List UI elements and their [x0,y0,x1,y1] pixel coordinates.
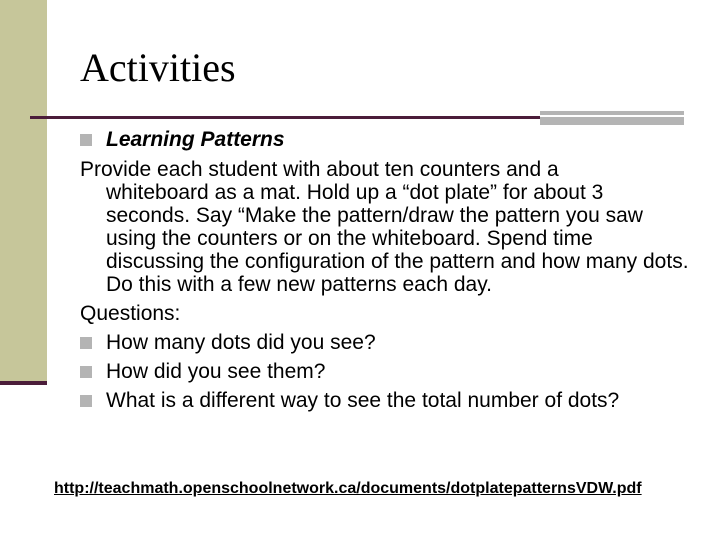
heading-bullet [80,128,690,151]
square-bullet-icon [80,337,92,349]
slide-title: Activities [80,45,236,90]
question-item [80,360,690,383]
slide-body [80,128,690,412]
question-item [80,389,690,412]
question-text: How many dots did you see? [106,331,376,354]
questions-label: Questions: [80,302,181,325]
activity-description [80,158,690,296]
description-continuation: whiteboard as a mat. Hold up a “dot plate” for about 3 seconds. Say “Make the pattern/draw the pattern you saw using the counters or on the whiteboard. Spend time discussing the configuration of the pattern and how many dots. Do this with a few new patterns each day. [106,181,689,296]
title-divider [30,116,540,119]
activity-heading: Learning Patterns [106,128,285,151]
description-first-line: Provide each student with about ten counters and a [80,158,559,181]
question-item [80,331,690,354]
left-accent-line [0,381,47,385]
square-bullet-icon [80,395,92,407]
question-text: What is a different way to see the total number of dots? [106,389,620,412]
title-divider-accent [540,111,684,125]
question-text: How did you see them? [106,360,326,383]
left-accent-bar [0,0,47,383]
square-bullet-icon [80,366,92,378]
square-bullet-icon [80,134,92,146]
resource-link[interactable]: http://teachmath.openschoolnetwork.ca/documents/dotplatepatternsVDW.pdf [54,480,642,497]
